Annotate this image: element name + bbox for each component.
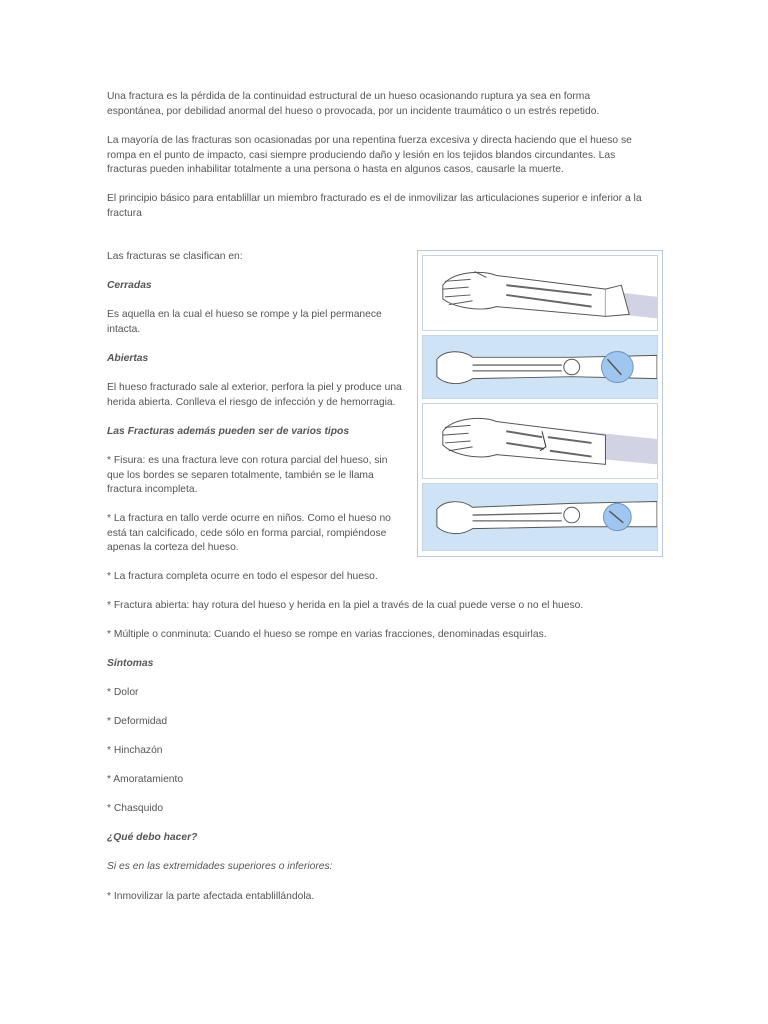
- what-to-do-subheading: Si es en las extremidades superiores o inferiores:: [107, 861, 333, 872]
- types-heading: Las Fracturas además pueden ser de varios tipos: [107, 426, 350, 437]
- open-text-line1: El hueso fracturado sale al exterior, perfora la piel y produce una: [107, 382, 402, 393]
- symptom-item: * Dolor: [107, 687, 139, 698]
- symptom-item: * Deformidad: [107, 716, 168, 727]
- fracture-illustration: [417, 250, 663, 557]
- fisura-line2: que los bordes se separen totalmente, también se le llama: [107, 470, 374, 481]
- what-to-do-heading: ¿Qué debo hacer?: [107, 832, 198, 843]
- open-text-line2: herida abierta. Conlleva el riesgo de infección y de hemorragia.: [107, 397, 396, 408]
- tallo-verde-line2: está tan calcificado, cede sólo en forma parcial, rompiéndose: [107, 528, 387, 539]
- tallo-verde-line1: * La fractura en tallo verde ocurre en niños. Como el hueso no: [107, 513, 391, 524]
- tallo-verde-line3: apenas la corteza del hueso.: [107, 542, 239, 553]
- closed-text-line2: intacta.: [107, 324, 141, 335]
- open-fracture-arm-image: [422, 483, 658, 551]
- completa-text: * La fractura completa ocurre en todo el espesor del hueso.: [107, 571, 378, 582]
- symptom-item: * Hinchazón: [107, 745, 163, 756]
- open-fracture-forearm-image: [422, 403, 658, 479]
- fisura-line1: * Fisura: es una fractura leve con rotura parcial del hueso, sin: [107, 455, 388, 466]
- intro-p3-line2: fractura: [107, 208, 142, 219]
- intro-p3-line1: El principio básico para entablillar un miembro fracturado es el de inmovilizar las articulaciones superior e inferior a la: [107, 193, 642, 204]
- symptom-item: * Amoratamiento: [107, 774, 184, 785]
- symptom-item: * Chasquido: [107, 803, 164, 814]
- intro-p1-line2: espontánea, por debilidad anormal del hueso o provocada, por un incidente traumático o un estrés repetido.: [107, 106, 600, 117]
- classification-intro: Las fracturas se clasifican en:: [107, 251, 243, 262]
- closed-heading: Cerradas: [107, 280, 152, 291]
- intro-p2-line3: fracturas pueden inhabilitar totalmente a una persona o hasta en algunos casos, causarle la muerte.: [107, 164, 564, 175]
- what-to-do-item: * Inmovilizar la parte afectada entablillándola.: [107, 891, 315, 902]
- abierta-text: * Fractura abierta: hay rotura del hueso y herida en la piel a través de la cual puede verse o no el hueso.: [107, 600, 584, 611]
- closed-text-line1: Es aquella en la cual el hueso se rompe y la piel permanece: [107, 309, 382, 320]
- multiple-text: * Múltiple o conminuta: Cuando el hueso se rompe en varias fracciones, denominadas esquirlas.: [107, 629, 547, 640]
- closed-fracture-arm-image: [422, 335, 658, 399]
- intro-p1-line1: Una fractura es la pérdida de la continuidad estructural de un hueso ocasionando ruptura ya sea en forma: [107, 91, 591, 102]
- symptoms-heading: Síntomas: [107, 658, 154, 669]
- fisura-line3: fractura incompleta.: [107, 484, 198, 495]
- intro-p2-line2: rompa en el punto de impacto, casi siempre produciendo daño y lesión en los tejidos blandos circundantes. Las: [107, 150, 616, 161]
- open-heading: Abiertas: [107, 353, 149, 364]
- intro-p2-line1: La mayoría de las fracturas son ocasionadas por una repentina fuerza excesiva y directa haciendo que el hueso se: [107, 135, 632, 146]
- closed-fracture-forearm-image: [422, 255, 658, 331]
